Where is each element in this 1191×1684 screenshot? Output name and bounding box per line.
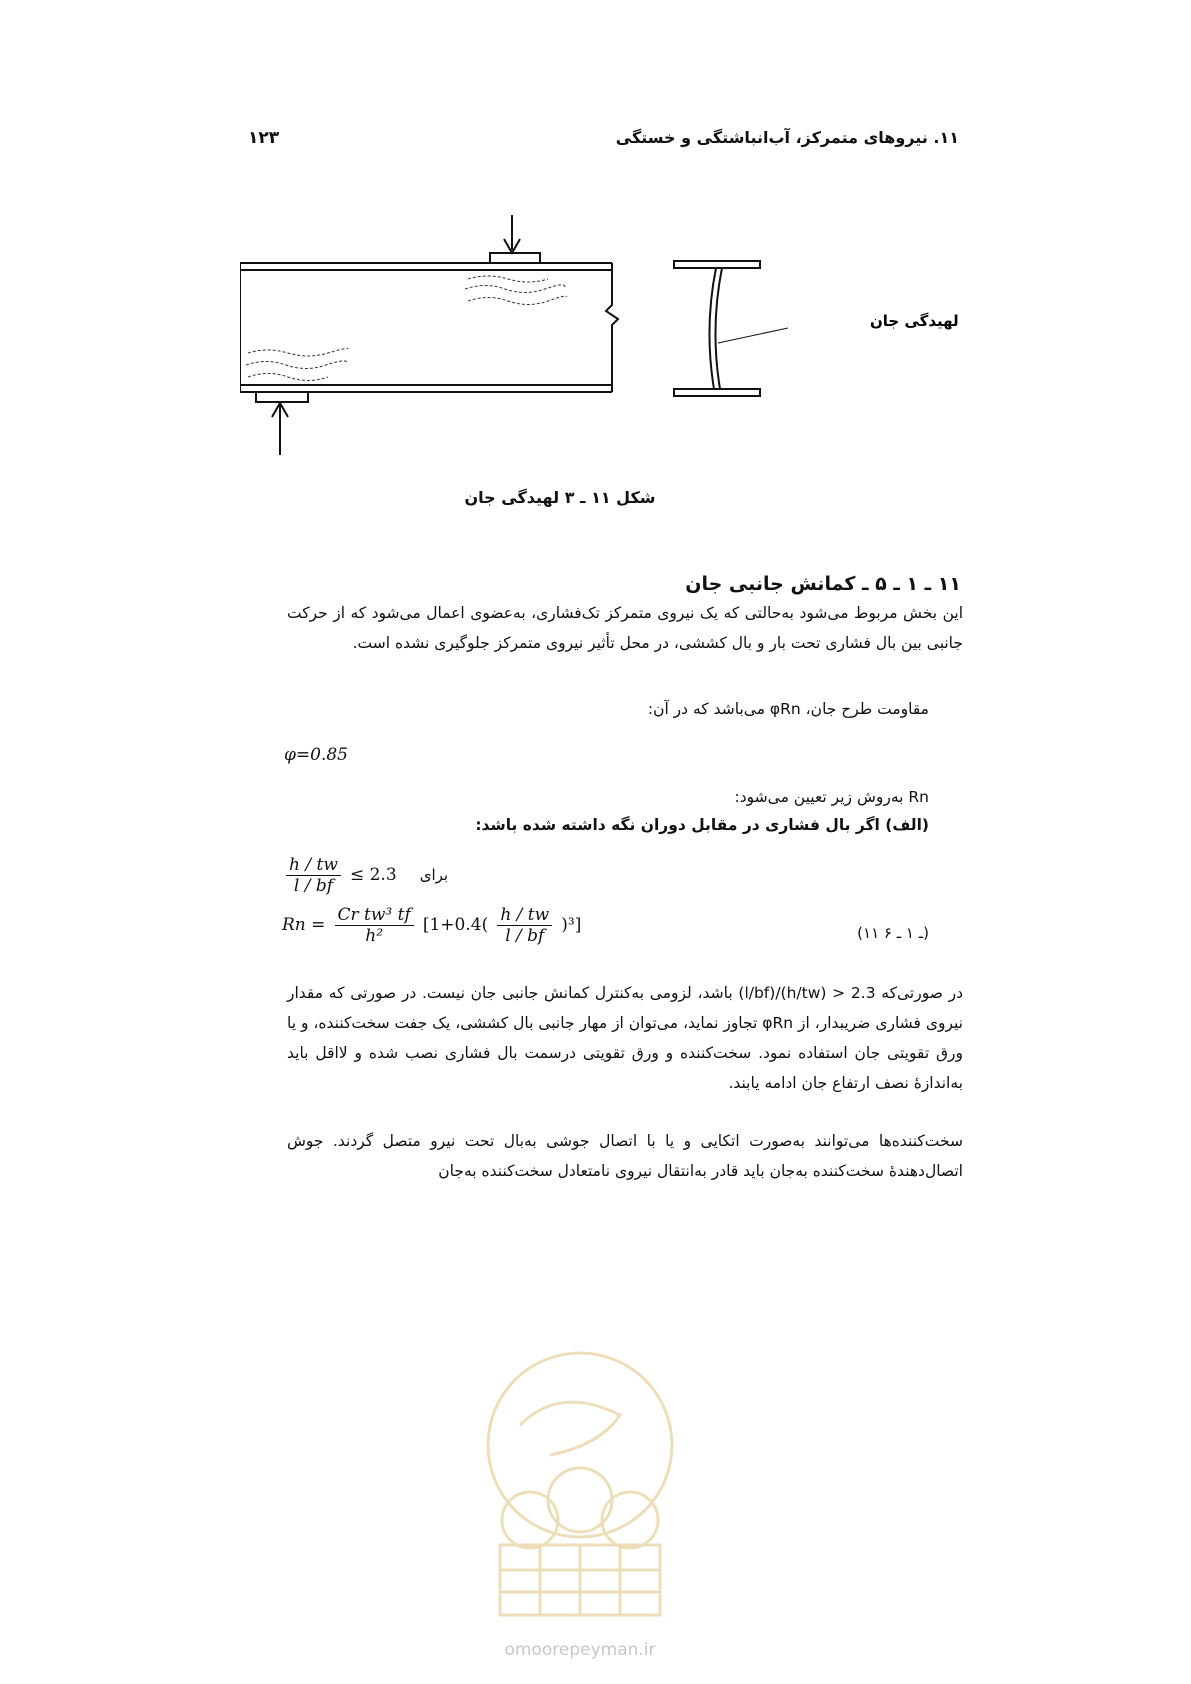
page-number: ۱۲۳ bbox=[248, 128, 280, 148]
condition-fraction: $\frac{h / tw}{l / bf}$ bbox=[286, 855, 341, 896]
condition-word: برای bbox=[419, 866, 449, 884]
section-number: ۱۱ ـ ۱ ـ ۵ ـ bbox=[862, 573, 961, 595]
condition-relation: ≤ 2.3 bbox=[349, 865, 397, 885]
watermark-url: omoorepeyman.ir bbox=[504, 1640, 656, 1660]
web-crippling-label: لهیدگی جان bbox=[870, 312, 959, 330]
rn-equation: Rn = $\frac{\text{Cr tw³ tf}}{\text{h²}}$ [1+0.4( $\frac{h / tw}{l / bf}$ )³] bbox=[282, 905, 582, 946]
equation-number: (۱۱ ـ ۱ ـ ۶) bbox=[857, 924, 929, 942]
beam-diagram bbox=[240, 215, 960, 505]
paragraph-case-a: (الف) اگر بال فشاری در مقابل دوران نگه داشته شده باشد: bbox=[475, 816, 929, 834]
figure-caption: شکل ۱۱ ـ ۳ لهیدگی جان bbox=[464, 488, 656, 507]
condition-equation bbox=[282, 855, 448, 896]
section-title: کمانش جانبی جان bbox=[685, 573, 856, 595]
web-cross-section bbox=[674, 261, 760, 396]
paragraph-design-strength: مقاومت طرح جان، φRn می‌باشد که در آن: bbox=[647, 700, 929, 718]
top-bearing-plate bbox=[490, 253, 540, 263]
section-heading bbox=[685, 573, 961, 595]
paragraph-rn-determined: Rn به‌روش زیر تعیین می‌شود: bbox=[734, 788, 929, 806]
phi-equation: φ=0.85 bbox=[284, 745, 348, 765]
web-crippling-figure bbox=[240, 215, 960, 505]
publisher-logo-watermark bbox=[460, 1330, 700, 1630]
paragraph-lateral-buckling: در صورتی‌که 2.3 < (h/tw)/(l/bf) باشد، لزومی به‌کنترل کمانش جانبی جان نیست. در صورتی که مقدار نیروی فشاری ضریبدار، از φRn تجاوز نماید، می‌توان از مهار جانبی بال کششی، یک جفت سخت‌کننده، و یا ورق تقویتی جان استفاده نمود. سخت‌کننده و ورق تقویتی درسمت بال فشاری نصب شده و لااقل باید به‌اندازهٔ نصف ارتفاع جان ادامه یابند. bbox=[287, 984, 963, 1092]
rn-main-fraction: $\frac{\text{Cr tw³ tf}}{\text{h²}}$ bbox=[335, 905, 414, 946]
paragraph-intro: این بخش مربوط می‌شود به‌حالتی که یک نیروی متمرکز تک‌فشاری، به‌عضوی اعمال می‌شود که از حرکت جانبی بین بال فشاری تحت بار و بال کششی، در محل تأثیر نیروی متمرکز جلوگیری نشده است. bbox=[287, 604, 963, 652]
bottom-bearing-plate bbox=[256, 392, 308, 402]
break-line bbox=[606, 263, 618, 392]
rn-inner-fraction: $\frac{h / tw}{l / bf}$ bbox=[497, 905, 552, 946]
label-leader-line bbox=[718, 328, 788, 343]
running-title: ۱۱. نیروهای متمرکز، آب‌انباشتگی و خستگی bbox=[615, 128, 959, 147]
paragraph-stiffeners: سخت‌کننده‌ها می‌توانند به‌صورت اتکایی و یا با اتصال جوشی به‌بال تحت نیرو متصل گردند. جوش اتصال‌دهندهٔ سخت‌کننده به‌جان باید قادر به‌انتقال نیروی نامتعادل سخت‌کننده به‌جان bbox=[287, 1132, 963, 1180]
